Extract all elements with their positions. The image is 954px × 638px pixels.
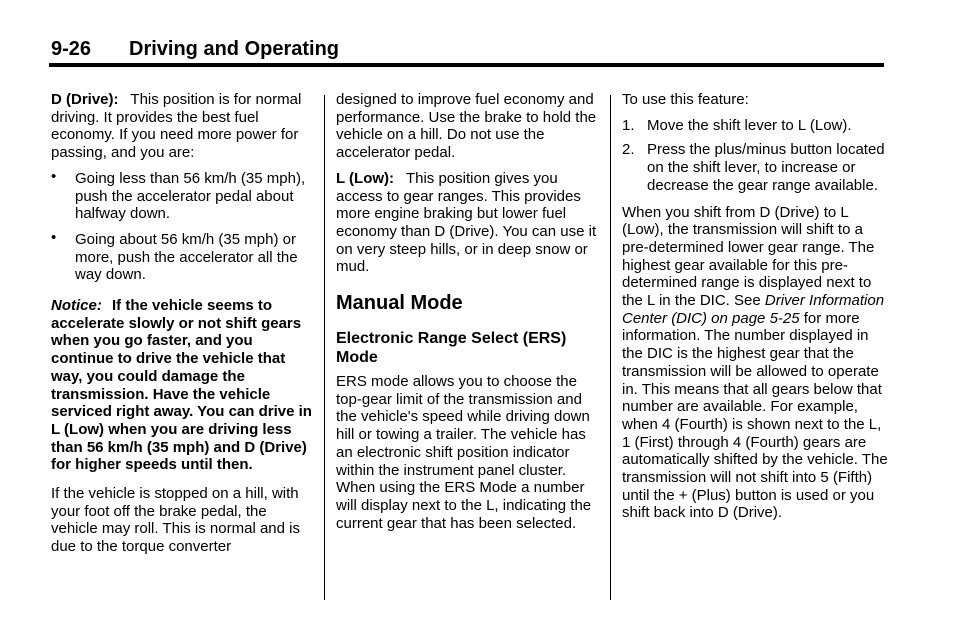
shift-text-b: for more information. The number displayed in the DIC is the highest gear that the transmission will be allowed to operate in. This means that all gears below that number are available. For example, when 4 (Fourth) is shown next to the L, 1 (First) through 4 (Fourth) gears are automatically shifted by the vehicle. The transmission will not shift into 5 (Fifth) until the + (Plus) button is used or you shift back into D (Drive). xyxy=(622,309,888,522)
shift-text-a: When you shift from D (Drive) to L (Low), the transmission will shift to a pre-determined lower gear range. The highest gear available for this pre-determined range is displayed next to the L in the DIC. See xyxy=(622,203,875,310)
drive-text: This position is for normal driving. It provides the best fuel economy. If you need more power for passing, and you are: xyxy=(51,91,302,162)
manual-mode-heading: Manual Mode xyxy=(336,292,463,315)
bullet-icon: • xyxy=(51,228,57,246)
header-rule xyxy=(49,63,884,67)
low-text: This position gives you access to gear ranges. This provides more engine braking but lower fuel economy than D (Drive). You can use it on very steep hills, or in deep snow or mud. xyxy=(336,169,597,276)
bullet-item xyxy=(51,167,315,223)
shift-paragraph xyxy=(622,204,888,523)
section-title: Driving and Operating xyxy=(129,38,340,60)
notice-paragraph xyxy=(51,297,315,474)
continued-paragraph: designed to improve fuel economy and performance. Use the brake to hold the vehicle on a hill. Do not use the accelerator pedal. xyxy=(336,91,597,162)
bullet-item xyxy=(51,228,315,284)
page-header xyxy=(51,38,339,61)
step-number: 2. xyxy=(622,141,635,159)
step-text: Press the plus/minus button located on the shift lever, to increase or decrease the gear range available. xyxy=(647,141,885,194)
ers-paragraph: ERS mode allows you to choose the top-gear limit of the transmission and the vehicle's speed while driving down hill or towing a trailer. The vehicle has an electronic shift position indicator within the instrument panel cluster. When using the ERS Mode a number will display next to the L, indicating the current gear that has been selected. xyxy=(336,373,592,532)
bullet-text: Going less than 56 km/h (35 mph), push the accelerator pedal about halfway down. xyxy=(75,169,306,223)
notice-label: Notice: xyxy=(51,297,102,315)
column-divider-2 xyxy=(610,95,611,600)
page-number: 9-26 xyxy=(51,38,92,60)
column-3 xyxy=(622,91,888,530)
low-label: L (Low): xyxy=(336,169,395,187)
low-paragraph xyxy=(336,170,602,276)
dic-reference: Driver Information Center (DIC) on page 5-25 xyxy=(622,292,885,327)
step-number: 1. xyxy=(622,116,635,134)
step-item xyxy=(622,117,888,135)
bullet-text: Going about 56 km/h (35 mph) or more, push the accelerator all the way down. xyxy=(75,230,298,284)
drive-label: D (Drive): xyxy=(51,91,119,108)
ers-heading: Electronic Range Select (ERS) Mode xyxy=(336,330,567,367)
notice-text: If the vehicle seems to accelerate slowly or not shift gears when you go faster, and you continue to drive the vehicle that way, you could damage the transmission. Have the vehicle serviced right away. You can drive in L (Low) when you are driving less than 56 km/h (35 mph) and D (Drive) for higher speeds until then. xyxy=(51,297,312,474)
hill-paragraph: If the vehicle is stopped on a hill, with your foot off the brake pedal, the vehicle may roll. This is normal and is due to the torque converter xyxy=(51,485,300,556)
intro-text: To use this feature: xyxy=(622,91,749,108)
step-item xyxy=(622,141,888,194)
step-text: Move the shift lever to L (Low). xyxy=(647,116,852,134)
column-divider-1 xyxy=(324,95,325,600)
bullet-icon: • xyxy=(51,167,57,185)
column-1 xyxy=(51,91,315,564)
drive-paragraph xyxy=(51,91,315,162)
column-2 xyxy=(336,91,602,540)
